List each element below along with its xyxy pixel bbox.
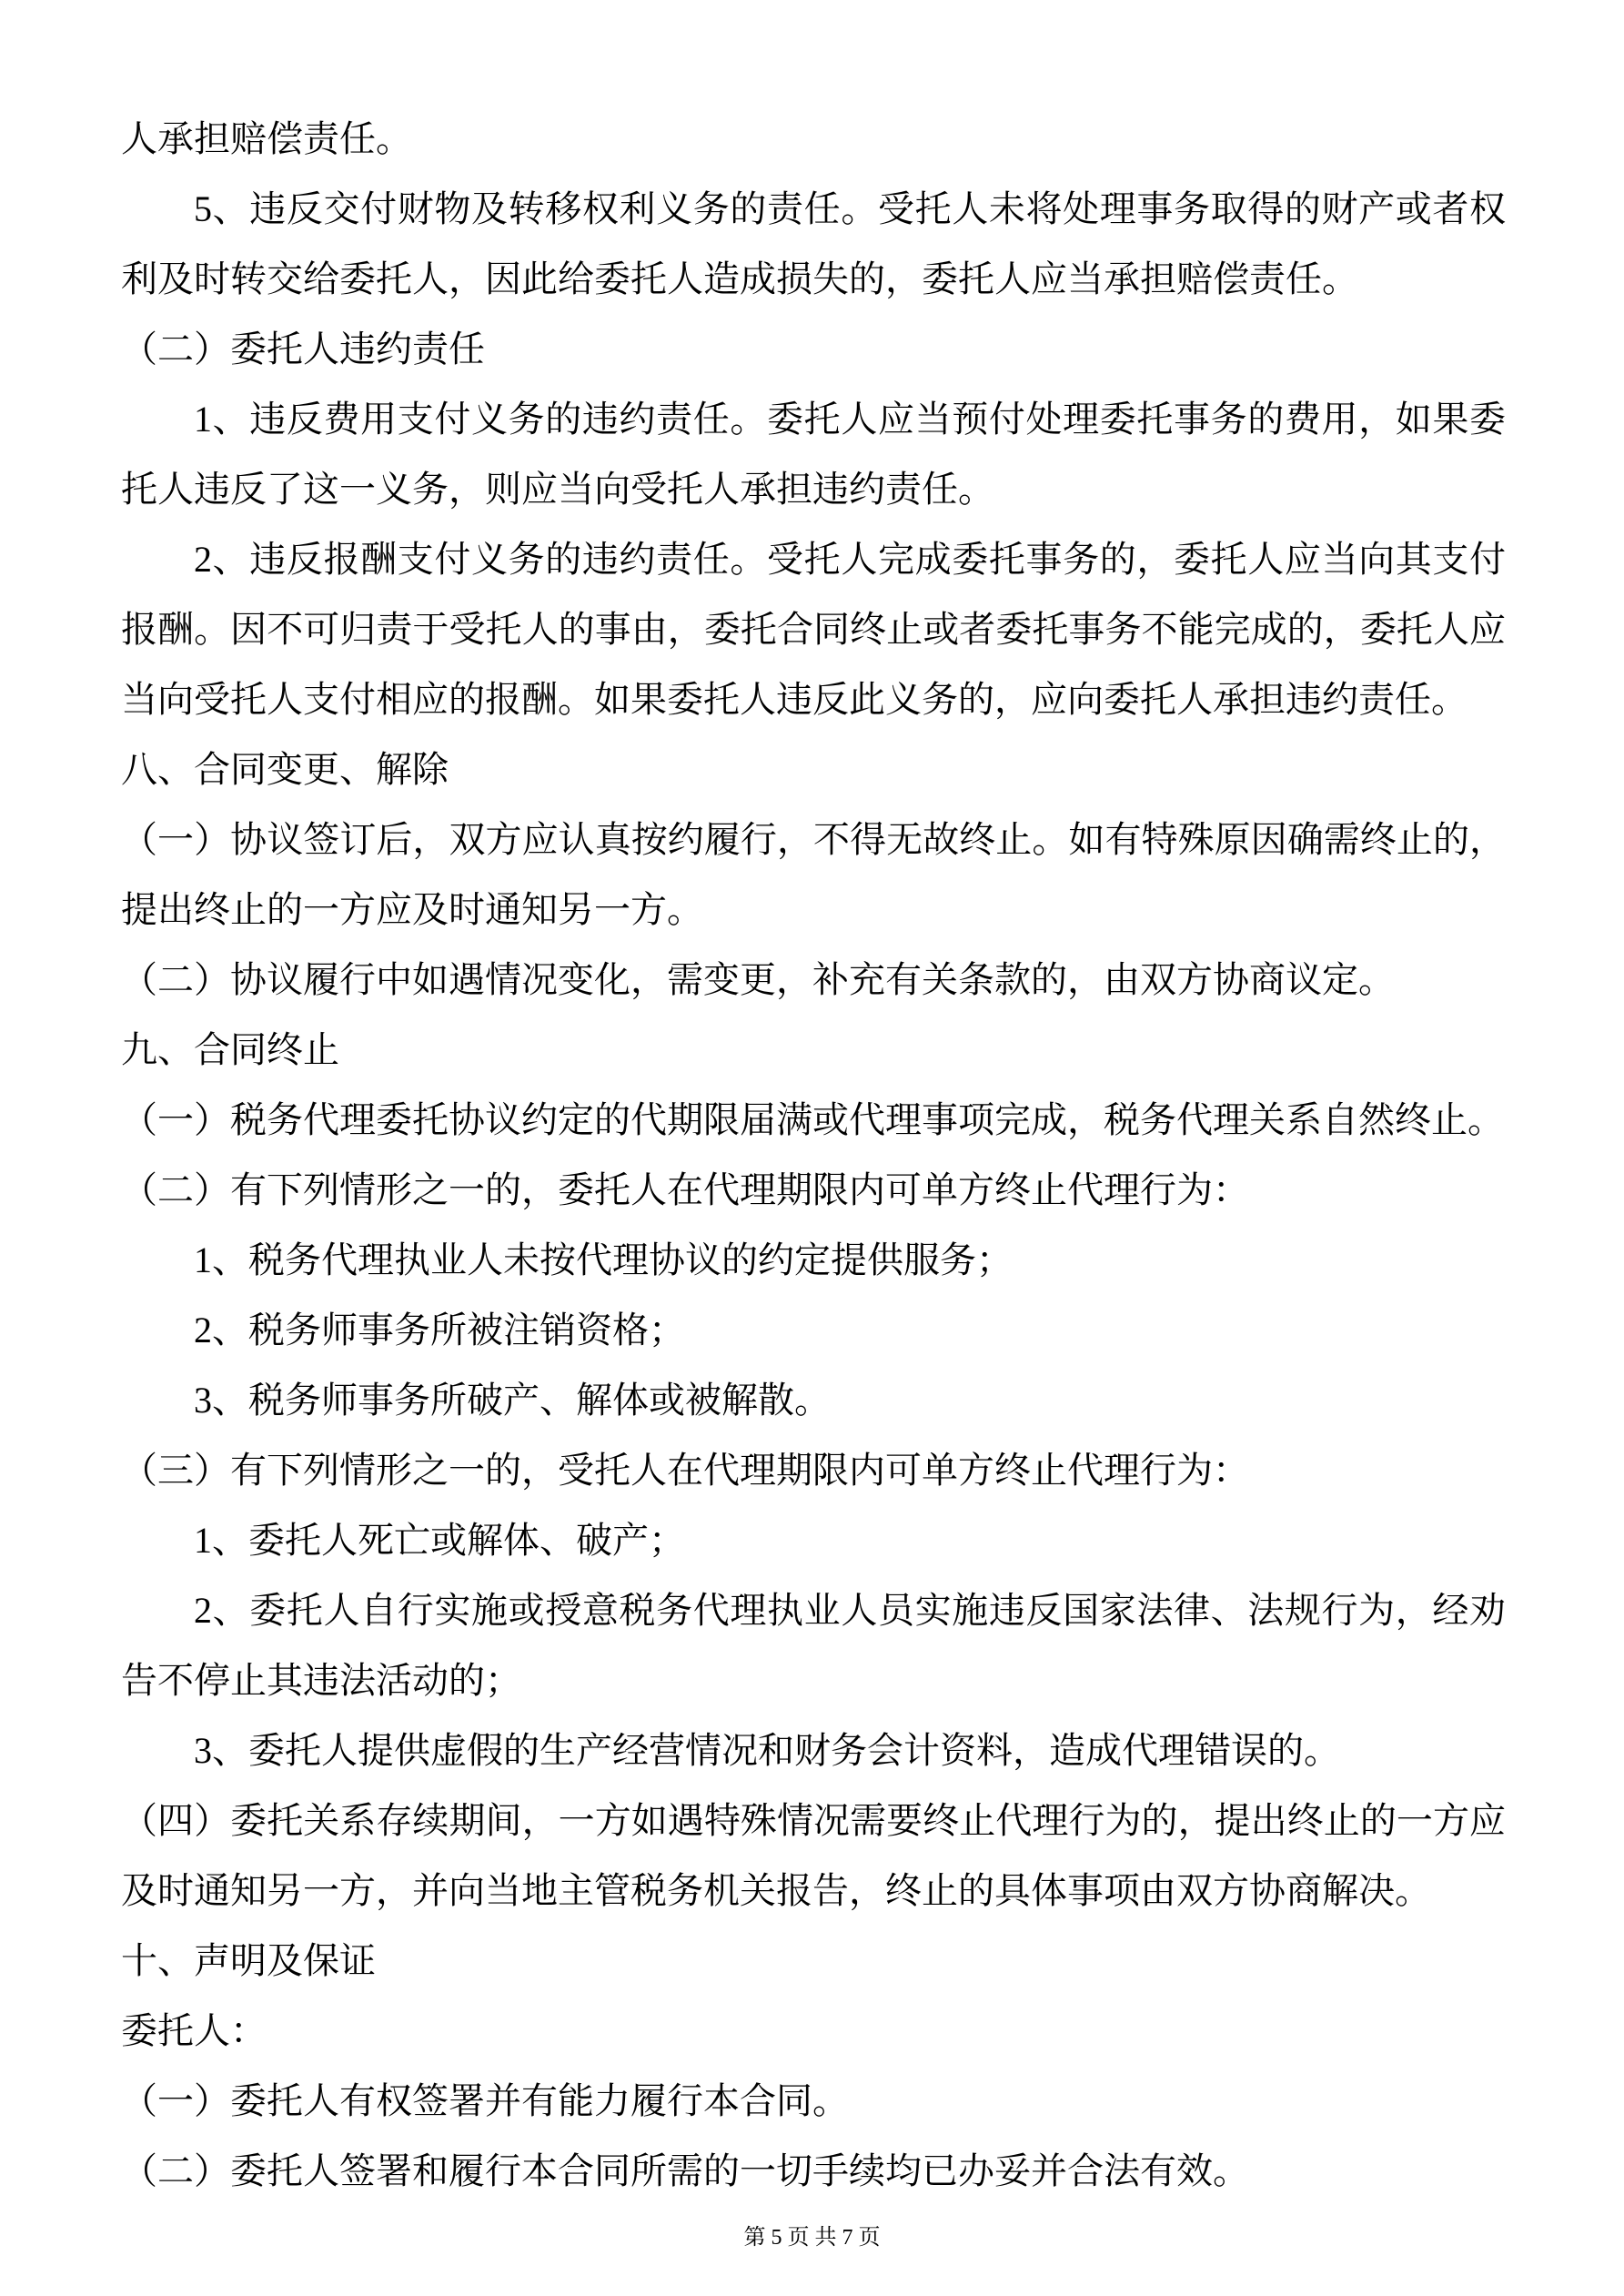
heading-article-9: 九、合同终止 [121,1029,339,1070]
paragraph-9-3-item-3: 3、委托人提供虚假的生产经营情况和财务会计资料，造成代理错误的。 [194,1730,1340,1771]
paragraph-9-2-item-2: 2、税务师事务所被注销资格； [194,1310,685,1350]
paragraph-continuation: 人承担赔偿责任。 [121,118,412,159]
paragraph-article-8-2: （二）协议履行中如遇情况变化，需变更，补充有关条款的，由双方协商议定。 [121,959,1395,1000]
paragraph-item-2: 2、违反报酬支付义务的违约责任。受托人完成委托事务的，委托人应当向其支付报酬。因不可归责于受托人的事由，委托合同终止或者委托事务不能完成的，委托人应当向受托人支付相应的报酬。如果委托人违反此义务的，应向委托人承担违约责任。 [121,539,1506,720]
paragraph-article-9-2: （二）有下列情形之一的，委托人在代理期限内可单方终止代理行为： [121,1169,1249,1210]
paragraph-9-2-item-3: 3、税务师事务所破产、解体或被解散。 [194,1380,831,1421]
heading-section-2: （二）委托人违约责任 [121,329,485,369]
paragraph-warranty-2: （二）委托人签署和履行本合同所需的一切手续均已办妥并合法有效。 [121,2150,1249,2191]
paragraph-article-9-4: （四）委托关系存续期间，一方如遇特殊情况需要终止代理行为的，提出终止的一方应及时通知另一方，并向当地主管税务机关报告，终止的具体事项由双方协商解决。 [121,1800,1506,1911]
paragraph-9-3-item-2: 2、委托人自行实施或授意税务代理执业人员实施违反国家法律、法规行为，经劝告不停止其违法活动的； [121,1590,1506,1701]
paragraph-item-1: 1、违反费用支付义务的违约责任。委托人应当预付处理委托事务的费用，如果委托人违反了这一义务，则应当向受托人承担违约责任。 [121,399,1506,510]
paragraph-article-8-1: （一）协议签订后，双方应认真按约履行，不得无故终止。如有特殊原因确需终止的，提出终止的一方应及时通知另一方。 [121,819,1506,930]
paragraph-item-5: 5、违反交付财物及转移权利义务的责任。受托人未将处理事务取得的财产或者权利及时转交给委托人，因此给委托人造成损失的，委托人应当承担赔偿责任。 [121,188,1506,299]
heading-article-10: 十、声明及保证 [121,1940,376,1981]
paragraph-warranty-1: （一）委托人有权签署并有能力履行本合同。 [121,2080,849,2121]
paragraph-article-9-1: （一）税务代理委托协议约定的代期限届满或代理事项完成，税务代理关系自然终止。 [121,1099,1504,1140]
heading-article-8: 八、合同变更、解除 [121,749,449,790]
paragraph-article-9-3: （三）有下列情形之一的，受托人在代理期限内可单方终止代理行为： [121,1450,1249,1491]
paragraph-9-2-item-1: 1、税务代理执业人未按代理协议的约定提供服务； [194,1239,1013,1280]
page-number: 第 5 页 共 7 页 [743,2226,881,2250]
paragraph-principal-label: 委托人： [121,2010,267,2051]
paragraph-9-3-item-1: 1、委托人死亡或解体、破产； [194,1520,685,1561]
